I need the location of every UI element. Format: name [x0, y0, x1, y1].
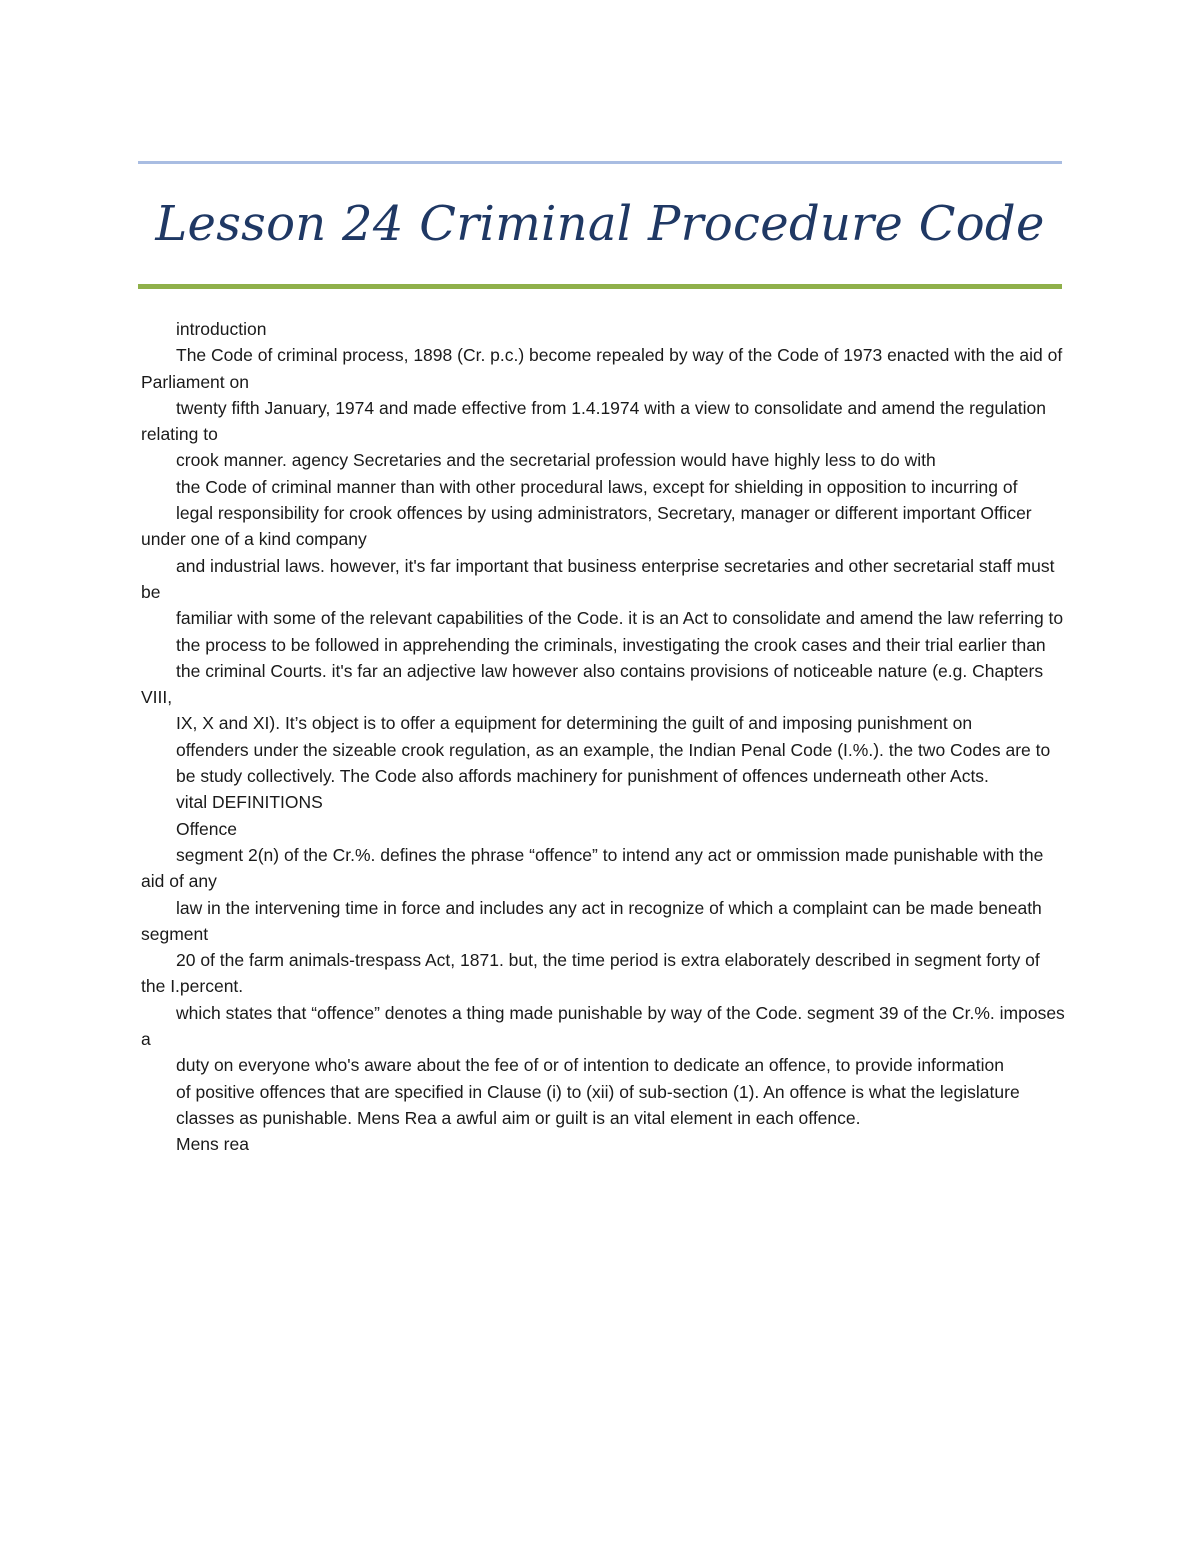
- paragraph: The Code of criminal process, 1898 (Cr. p.c.) become repealed by way of the Code of 1973 enacted with the aid of Parliament on: [141, 345, 1063, 392]
- paragraph: segment 2(n) of the Cr.%. defines the phrase “offence” to intend any act or ommission made punishable with the aid of any: [141, 844, 1044, 892]
- paragraph: 20 of the farm animals-trespass Act, 1871. but, the time period is extra elaborately described in segment forty of the I.percent.: [141, 950, 1040, 997]
- title-top-rule: [138, 161, 1062, 164]
- paragraph: offenders under the sizeable crook regulation, as an example, the Indian Penal Code (I.%.). the two Codes are to: [176, 739, 1051, 760]
- paragraph: of positive offences that are specified in Clause (i) to (xii) of sub-section (1). An offence is what the legislature: [176, 1081, 1020, 1102]
- document-body: [141, 316, 1065, 1158]
- paragraph: the Code of criminal manner than with other procedural laws, except for shielding in opposition to incurring of: [176, 476, 1018, 497]
- paragraph: which states that “offence” denotes a thing made punishable by way of the Code. segment 39 of the Cr.%. imposes a: [141, 1002, 1065, 1050]
- title-bottom-rule: [138, 284, 1062, 289]
- paragraph: introduction: [176, 319, 267, 339]
- paragraph: the criminal Courts. it's far an adjective law however also contains provisions of noticeable nature (e.g. Chapters VIII,: [141, 660, 1044, 708]
- paragraph: be study collectively. The Code also affords machinery for punishment of offences underneath other Acts.: [176, 766, 989, 787]
- document-title: Lesson 24 Criminal Procedure Code: [155, 196, 1045, 252]
- subsection-heading: Offence: [176, 818, 237, 839]
- paragraph: familiar with some of the relevant capabilities of the Code. it is an Act to consolidate and amend the law referring to: [176, 608, 1064, 629]
- paragraph: twenty fifth January, 1974 and made effective from 1.4.1974 with a view to consolidate and amend the regulation relating to: [141, 397, 1047, 445]
- paragraph: and industrial laws. however, it's far important that business enterprise secretaries and other secretarial staff must be: [141, 555, 1055, 602]
- paragraph: law in the intervening time in force and includes any act in recognize of which a complaint can be made beneath segment: [141, 897, 1042, 944]
- paragraph: classes as punishable. Mens Rea a awful aim or guilt is an vital element in each offence.: [176, 1107, 861, 1128]
- section-heading: vital DEFINITIONS: [176, 792, 323, 813]
- paragraph: duty on everyone who's aware about the fee of or of intention to dedicate an offence, to provide information: [176, 1055, 1005, 1076]
- paragraph: the process to be followed in apprehending the criminals, investigating the crook cases and their trial earlier than: [176, 634, 1046, 655]
- paragraph: IX, X and XI). It’s object is to offer a equipment for determining the guilt of and imposing punishment on: [176, 713, 973, 734]
- subsection-heading: Mens rea: [176, 1134, 249, 1155]
- paragraph: crook manner. agency Secretaries and the secretarial profession would have highly less to do with: [176, 450, 936, 471]
- paragraph: legal responsibility for crook offences by using administrators, Secretary, manager or different important Officer under one of a kind company: [141, 503, 1032, 550]
